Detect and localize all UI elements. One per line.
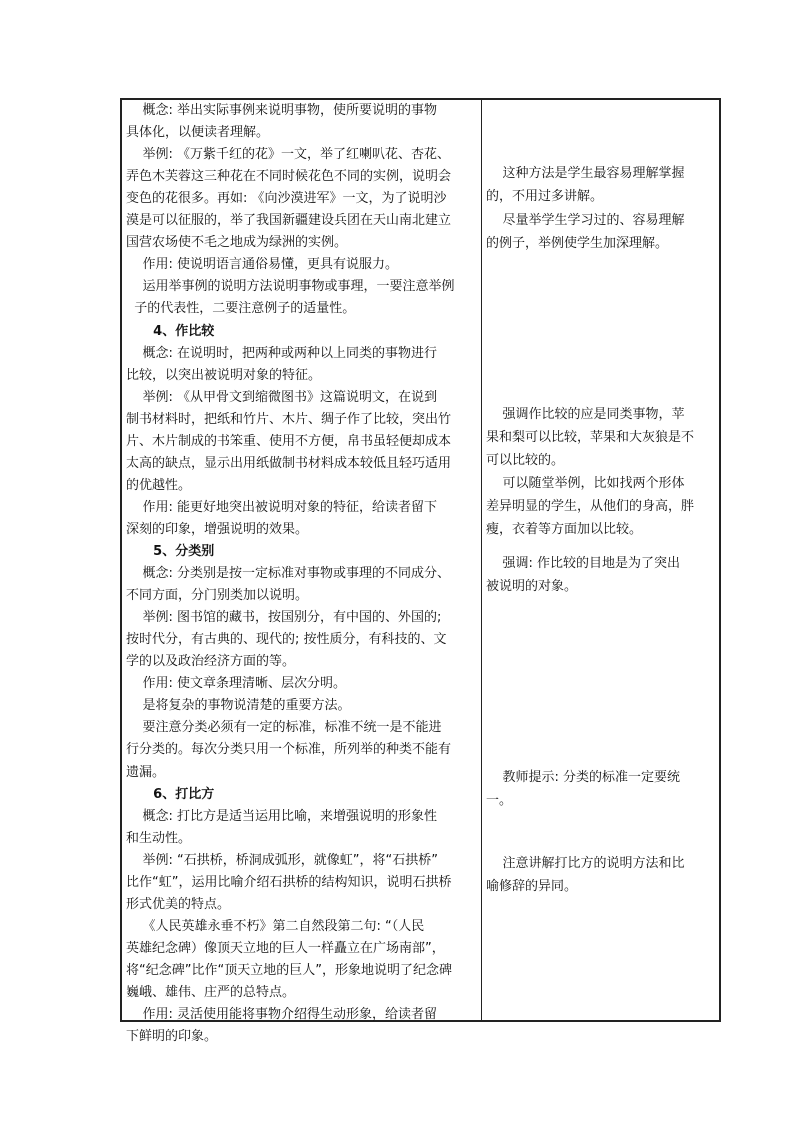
content-line: 概念: 分类别是按一定标准对事物或事理的不同成分、	[126, 566, 451, 582]
content-column	[126, 100, 477, 1045]
content-line: 英雄纪念碑）像顶天立地的巨人一样矗立在广场南部”，	[126, 940, 445, 956]
content-line: 片、木片制成的书笨重、使用不方便，帛书虽轻便却成本	[126, 433, 452, 449]
teaching-note-line: 的，不用过多讲解。	[486, 189, 604, 204]
content-line: 运用举事例的说明方法说明事物或事理，一要注意举例	[126, 279, 455, 295]
content-line: 巍峨、雄伟、庄严的总特点。	[126, 985, 296, 1000]
teaching-note-line: 果和梨可以比较，苹果和大灰狼是不	[486, 430, 695, 445]
content-line: 国营农场使不毛之地成为绿洲的实例。	[126, 235, 348, 251]
teaching-note-line: 可以比较的。	[486, 453, 565, 468]
content-line: 太高的缺点，显示出用纸做制书材料成本较低且轻巧适用	[126, 455, 452, 471]
content-line: 制书材料时，把纸和竹片、木片、绸子作了比较，突出竹	[126, 411, 452, 427]
notes-column	[486, 100, 719, 1020]
content-line: 作用: 灵活使用能将事物介绍得生动形象，给读者留	[126, 1007, 438, 1023]
teaching-note-line: 喻修辞的异同。	[486, 879, 578, 894]
column-divider	[481, 100, 482, 1020]
teaching-note-line: 这种方法是学生最容易理解掌握	[486, 166, 685, 181]
teaching-note-line: 教师提示: 分类的标准一定要统	[486, 770, 681, 785]
content-line: 比作“虹”，运用比喻介绍石拱桥的结构知识，说明石拱桥	[126, 874, 452, 890]
teaching-note-line: 强调: 作比较的目地是为了突出	[486, 556, 681, 571]
content-line: 子的代表性，二要注意例子的适量性。	[126, 301, 356, 317]
content-line: 概念: 在说明时，把两种或两种以上同类的事物进行	[126, 345, 438, 361]
content-line: 和生动性。	[126, 830, 192, 846]
content-line: 概念: 举出实际事例来说明事物，使所要说明的事物	[126, 103, 438, 118]
content-line: 举例: 《万紫千红的花》一文，举了红喇叭花、杏花、	[126, 147, 451, 163]
content-line: 不同方面，分门别类加以说明。	[126, 588, 309, 604]
teaching-note-line: 可以随堂举例，比如找两个形体	[486, 476, 685, 491]
content-line: 概念: 打比方是适当运用比喻，来增强说明的形象性	[126, 808, 438, 824]
content-line: 按时代分，有古典的、现代的; 按性质分，有科技的、文	[126, 632, 447, 648]
content-line: 是将复杂的事物说清楚的重要方法。	[126, 698, 351, 714]
content-line: 弄色木芙蓉这三种花在不同时候花色不同的实例，说明会	[126, 169, 452, 185]
content-line: 举例: “石拱桥，桥洞成弧形，就像虹”，将“石拱桥”	[126, 852, 438, 868]
section-heading: 5、分类别	[126, 544, 215, 559]
content-line: 举例: 图书馆的藏书，按国别分，有中国的、外国的;	[126, 610, 442, 626]
teaching-note-line: 尽量举学生学习过的、容易理解	[486, 213, 685, 228]
teaching-note-line: 瘦，衣着等方面加以比较。	[486, 522, 643, 537]
content-line: 《人民英雄永垂不朽》第二自然段第二句: “（人民	[126, 918, 425, 934]
content-line: 变色的花很多。再如: 《向沙漠进军》一文，为了说明沙	[126, 191, 447, 207]
content-line: 的优越性。	[126, 477, 192, 493]
content-line: 作用: 使文章条理清晰、层次分明。	[126, 676, 347, 692]
content-line: 举例: 《从甲骨文到缩微图书》这篇说明文，在说到	[126, 389, 438, 405]
lesson-table	[120, 98, 721, 1045]
section-heading: 6、打比方	[126, 786, 215, 802]
content-line: 作用: 使说明语言通俗易懂，更具有说服力。	[126, 257, 399, 273]
teaching-note-line: 注意讲解打比方的说明方法和比	[486, 856, 685, 871]
content-line: 形式优美的特点。	[126, 896, 231, 912]
content-line: 将“纪念碑”比作“顶天立地的巨人”，形象地说明了纪念碑	[126, 962, 452, 978]
content-line: 下鲜明的印象。	[126, 1029, 218, 1045]
content-line: 深刻的印象，增强说明的效果。	[126, 521, 309, 537]
teaching-note-line: 强调作比较的应是同类事物，苹	[486, 407, 685, 422]
content-line: 具体化，以便读者理解。	[126, 125, 270, 141]
teaching-note-line: 差异明显的学生，从他们的身高，胖	[486, 499, 695, 514]
content-line: 要注意分类必须有一定的标准，标准不统一是不能进	[126, 720, 442, 736]
section-heading: 4、作比较	[126, 323, 215, 339]
content-line: 行分类的。每次分类只用一个标准，所列举的种类不能有	[126, 742, 452, 758]
teaching-note-line: 的例子，举例使学生加深理解。	[486, 236, 669, 251]
content-line: 作用: 能更好地突出被说明对象的特征，给读者留下	[126, 499, 438, 515]
teaching-note-line: 被说明的对象。	[486, 579, 578, 594]
content-line: 比较，以突出被说明对象的特征。	[126, 367, 322, 383]
content-line: 学的以及政治经济方面的等。	[126, 654, 296, 670]
teaching-note-line: 一。	[486, 793, 513, 808]
content-line: 遗漏。	[126, 764, 166, 780]
content-line: 漠是可以征服的，举了我国新疆建设兵团在天山南北建立	[126, 213, 452, 229]
